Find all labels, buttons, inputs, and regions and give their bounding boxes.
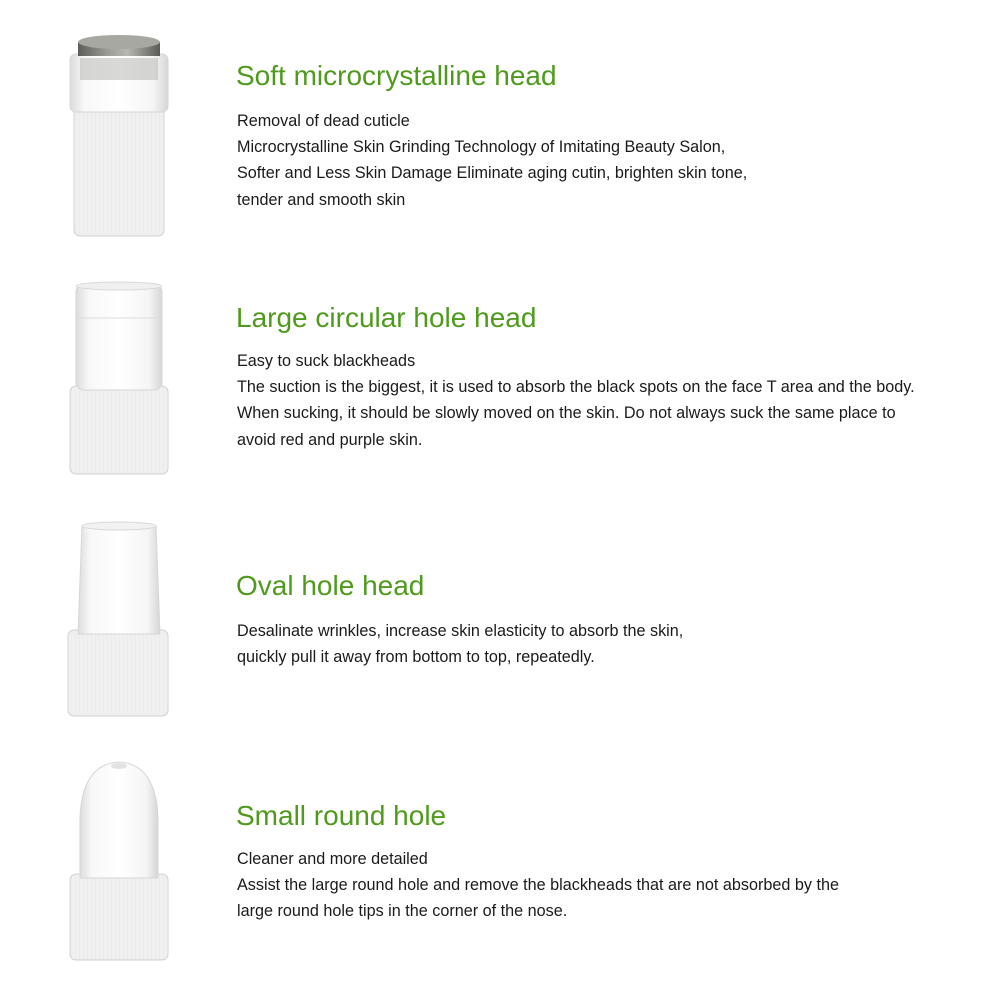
description-line: The suction is the biggest, it is used to absorb the black spots on the face T area and the body. <box>237 378 915 397</box>
description-line: quickly pull it away from bottom to top, repeatedly. <box>237 648 595 667</box>
description-line: When sucking, it should be slowly moved on the skin. Do not always suck the same place to <box>237 404 896 423</box>
description-line: Softer and Less Skin Damage Eliminate aging cutin, brighten skin tone, <box>237 164 748 183</box>
description-line: Easy to suck blackheads <box>237 352 416 370</box>
large-circular-hole-head-icon <box>60 278 180 478</box>
head-title: Small round hole <box>236 800 447 831</box>
microcrystalline-head-icon <box>60 32 180 242</box>
head-description <box>237 348 915 453</box>
description-line: large round hole tips in the corner of the nose. <box>237 902 568 921</box>
head-title: Large circular hole head <box>236 302 537 333</box>
head-description <box>237 108 747 213</box>
oval-hole-head-icon <box>60 518 180 718</box>
description-line: Desalinate wrinkles, increase skin elasticity to absorb the skin, <box>237 622 684 640</box>
head-title: Oval hole head <box>236 570 425 601</box>
head-description <box>237 618 683 670</box>
description-line: tender and smooth skin <box>237 190 406 209</box>
description-line: Removal of dead cuticle <box>237 112 410 130</box>
head-description <box>237 846 839 925</box>
description-line: Assist the large round hole and remove the blackheads that are not absorbed by the <box>237 876 840 895</box>
description-line: Cleaner and more detailed <box>237 850 428 868</box>
description-line: avoid red and purple skin. <box>237 430 423 449</box>
head-title: Soft microcrystalline head <box>236 60 557 91</box>
small-round-hole-head-icon <box>60 758 180 963</box>
description-line: Microcrystalline Skin Grinding Technology of Imitating Beauty Salon, <box>237 138 726 157</box>
